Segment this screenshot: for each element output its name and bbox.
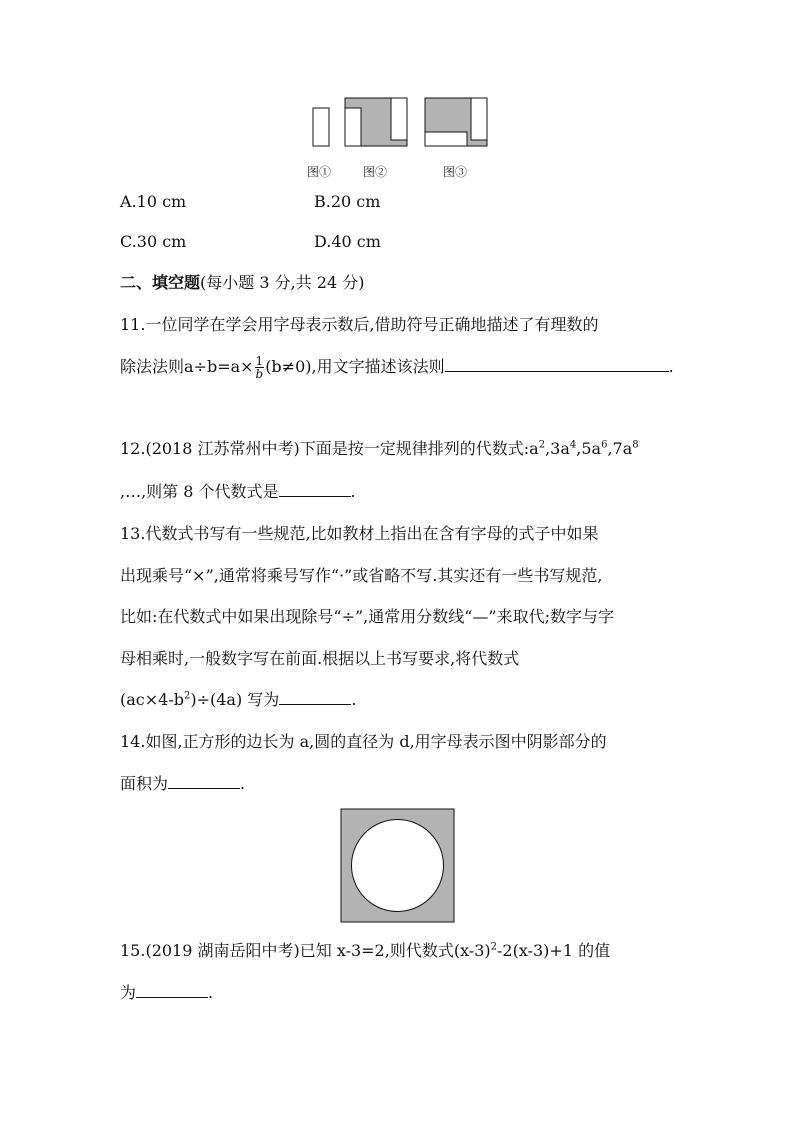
inner-circle — [352, 820, 444, 912]
fig3-caption: 图③ — [443, 165, 468, 179]
q12-exp2: 4 — [569, 439, 577, 451]
section-header — [120, 273, 364, 293]
option-c: C.30 cm — [120, 232, 187, 251]
q12-term3: ,5a — [576, 439, 602, 458]
q11-formula-pre: 除法法则a÷b=a× — [120, 357, 254, 376]
q12-text2: ,…,则第 8 个代数式是 — [120, 482, 279, 501]
q12-line2 — [120, 482, 356, 502]
fig2-strip-right — [391, 98, 407, 140]
q11-formula-post: (b≠0),用文字描述该法则 — [265, 357, 445, 376]
fig1-strip — [313, 108, 329, 146]
option-b: B.20 cm — [314, 192, 381, 211]
q13-line2: 出现乘号“×”,通常将乘号写作“·”或省略不写.其实还有一些书写规范, — [120, 566, 603, 585]
q13-line4: 母相乘时,一般数字写在前面.根据以上书写要求,将代数式 — [120, 649, 520, 668]
q13-end: . — [351, 690, 357, 709]
q15-answer-blank — [136, 983, 208, 998]
q11-answer-blank — [445, 357, 669, 372]
q15-exp: 2 — [490, 941, 498, 953]
fig2-caption: 图② — [363, 165, 388, 179]
q14-text2: 面积为 — [120, 774, 169, 793]
q13-expr-pre: (ac×4-b — [120, 690, 184, 709]
q11-line2 — [120, 355, 674, 380]
fig2-strip-left — [345, 108, 361, 146]
q11-fraction — [255, 355, 265, 380]
q13-expr-mid: )÷(4a) 写为 — [190, 690, 280, 709]
q13-line1: 13.代数式书写有一些规范,比如教材上指出在含有字母的式子中如果 — [120, 524, 599, 543]
rectangles-figure — [300, 94, 500, 156]
q12-line1 — [120, 439, 639, 459]
square-circle-figure — [340, 808, 456, 924]
q15-line2 — [120, 983, 213, 1003]
option-d: D.40 cm — [314, 232, 381, 251]
q12-exp1: 2 — [538, 439, 546, 451]
q12-exp3: 6 — [601, 439, 608, 451]
q15-line1 — [120, 941, 610, 961]
q14-end: . — [240, 774, 246, 793]
q15-text2: 为 — [120, 983, 137, 1002]
option-a: A.10 cm — [120, 192, 187, 211]
q12-end: . — [350, 482, 356, 501]
section-note: (每小题 3 分,共 24 分) — [200, 273, 365, 292]
q11-frac-num: 1 — [255, 354, 264, 368]
q12-term1: a — [529, 439, 539, 458]
q14-line1: 14.如图,正方形的边长为 a,圆的直径为 d,用字母表示图中阴影部分的 — [120, 732, 607, 751]
q11-frac-den: b — [255, 367, 264, 381]
q15-text-post: -2(x-3)+1 的值 — [497, 941, 611, 960]
q13-answer-blank — [279, 690, 351, 705]
q15-text-pre: 15.(2019 湖南岳阳中考)已知 x-3=2,则代数式(x-3) — [120, 941, 491, 960]
q13-expr-exp: 2 — [183, 690, 191, 702]
q14-line2 — [120, 774, 245, 794]
fig3-strip-right — [471, 98, 487, 140]
q14-answer-blank — [168, 774, 240, 789]
q15-end: . — [208, 983, 214, 1002]
fig3-strip-bottom — [425, 132, 467, 146]
q12-exp4: 8 — [632, 439, 639, 451]
q12-term2: ,3a — [545, 439, 570, 458]
q12-term4: ,7a — [607, 439, 633, 458]
q12-text: 12.(2018 江苏常州中考)下面是按一定规律排列的代数式: — [120, 439, 530, 458]
section-title: 二、填空题 — [120, 273, 201, 292]
fig1-caption: 图① — [307, 165, 332, 179]
q12-answer-blank — [279, 482, 351, 497]
q13-line3: 比如:在代数式中如果出现除号“÷”,通常用分数线“—”来取代;数字与字 — [120, 607, 614, 626]
q13-line5 — [120, 690, 356, 710]
q11-line1: 11.一位同学在学会用字母表示数后,借助符号正确地描述了有理数的 — [120, 315, 599, 334]
q11-end: . — [668, 357, 674, 376]
